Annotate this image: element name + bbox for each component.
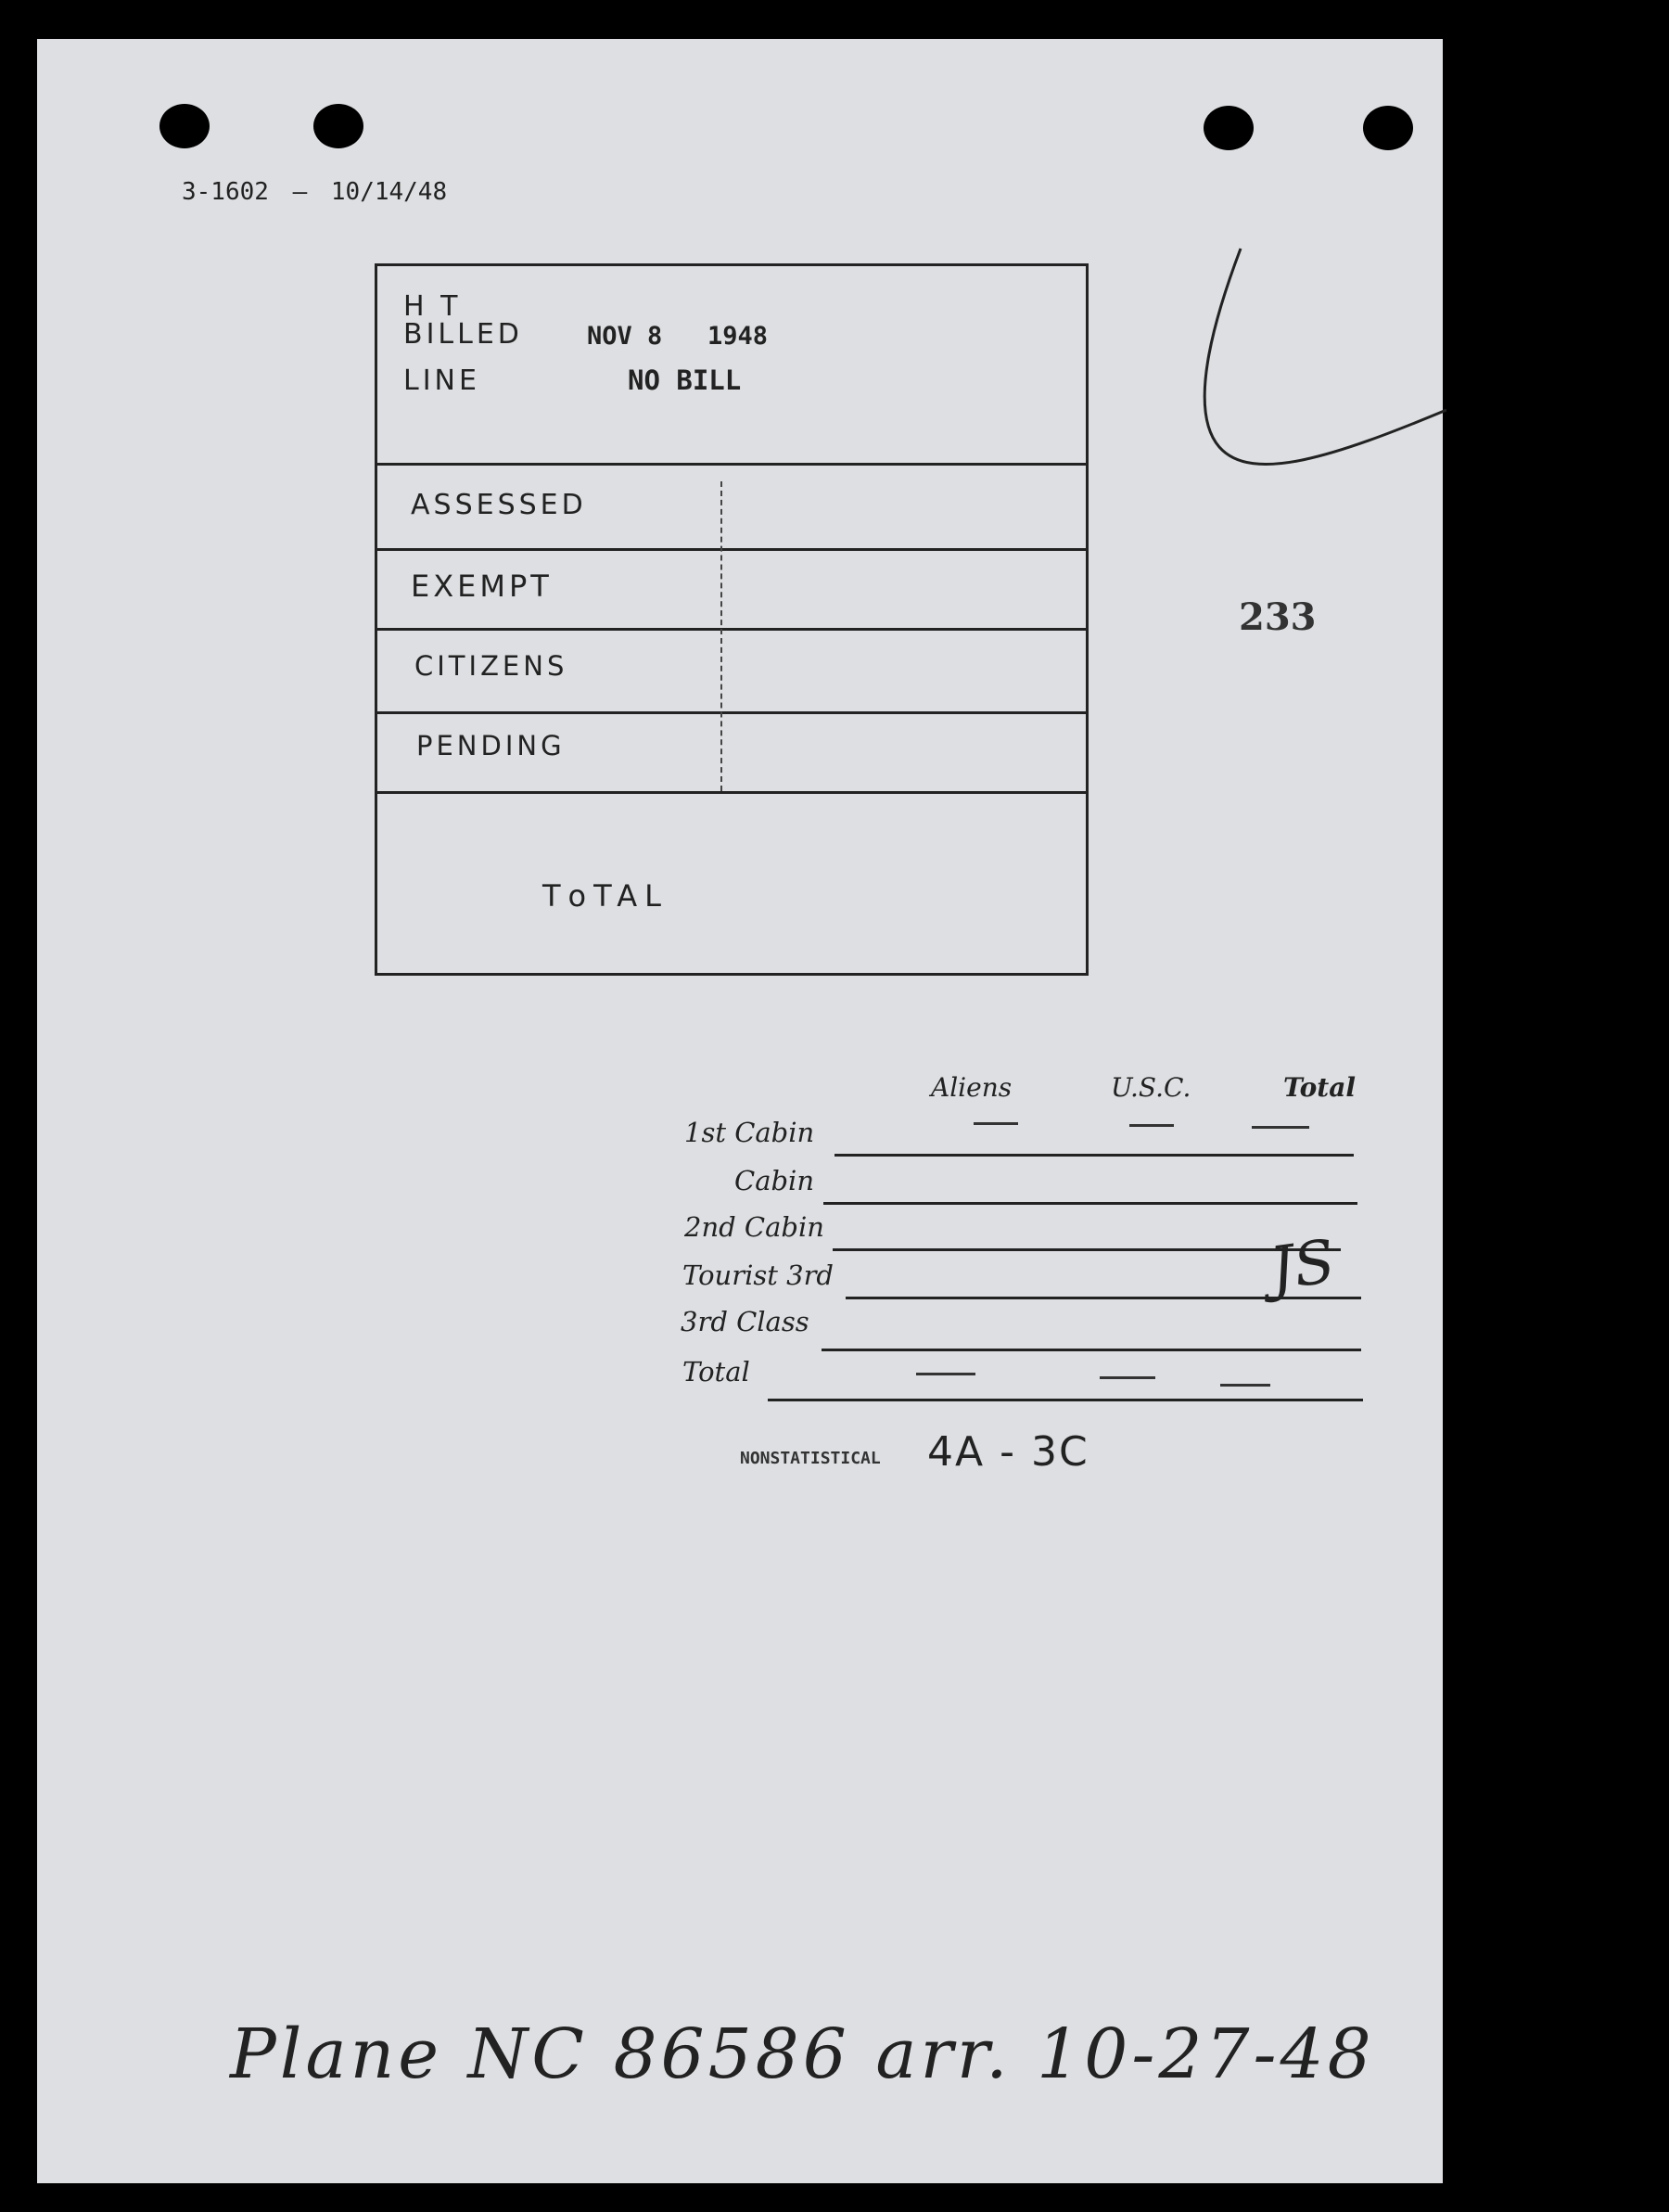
stamp-divider [377,628,1086,631]
dash-mark [1129,1124,1174,1127]
total-label: TοTAL [542,878,669,914]
file-date: 10/14/48 [330,178,448,206]
billing-stamp [375,263,1089,976]
punch-hole [313,104,363,148]
stamp-divider [377,548,1086,551]
tally-row-label: 2nd Cabin [684,1211,824,1243]
exempt-label: EXEMPT [411,569,553,604]
column-header-aliens: Aliens [931,1072,1013,1103]
column-header-total: Total [1283,1072,1357,1103]
document-sheet [37,39,1443,2183]
dash-mark [1100,1376,1155,1379]
dash-mark [916,1373,975,1375]
stamp-divider [377,711,1086,714]
dash-mark [1220,1384,1270,1387]
ht-label: H T [403,290,462,323]
tally-rule [834,1154,1354,1157]
pen-mark [1131,206,1446,503]
stamp-column-divider [720,481,722,791]
assessed-label: ASSESSED [411,489,587,521]
stamp-divider [377,791,1086,794]
tally-rule [768,1399,1363,1401]
tally-row-label: Total [682,1356,750,1387]
footer-note: Plane NC 86586 arr. 10-27-48 [230,2014,1375,2094]
tally-row-label: 3rd Class [681,1306,809,1337]
tally-rule [823,1202,1357,1205]
column-header-usc: U.S.C. [1111,1072,1191,1103]
punch-hole [1363,106,1413,150]
line-label: LINE [403,364,480,397]
nonstatistical-stamp: NONSTATISTICAL [740,1449,881,1468]
stamp-divider [377,463,1086,466]
tally-row-label: Cabin [734,1165,814,1196]
billed-date: NOV 8 1948 [587,322,769,351]
pending-label: PENDING [416,730,566,761]
tally-row-label: 1st Cabin [684,1117,815,1148]
tally-rule [833,1248,1341,1251]
billed-label: BILLED [403,318,523,351]
tally-row-label: Tourist 3rd [682,1259,834,1291]
page-number: 233 [1239,595,1317,639]
dash-mark [974,1122,1018,1125]
separator: — [292,178,308,206]
nonstatistical-code: 4A - 3C [927,1428,1089,1476]
initials: JS [1266,1227,1340,1305]
line-value: NO BILL [628,364,742,396]
dash-mark [1252,1126,1309,1129]
punch-hole [1204,106,1254,150]
file-reference: 3-1602 [182,178,269,206]
file-reference-line [182,178,447,206]
punch-hole [159,104,210,148]
citizens-label: CITIZENS [414,650,568,682]
tally-rule [822,1349,1361,1351]
